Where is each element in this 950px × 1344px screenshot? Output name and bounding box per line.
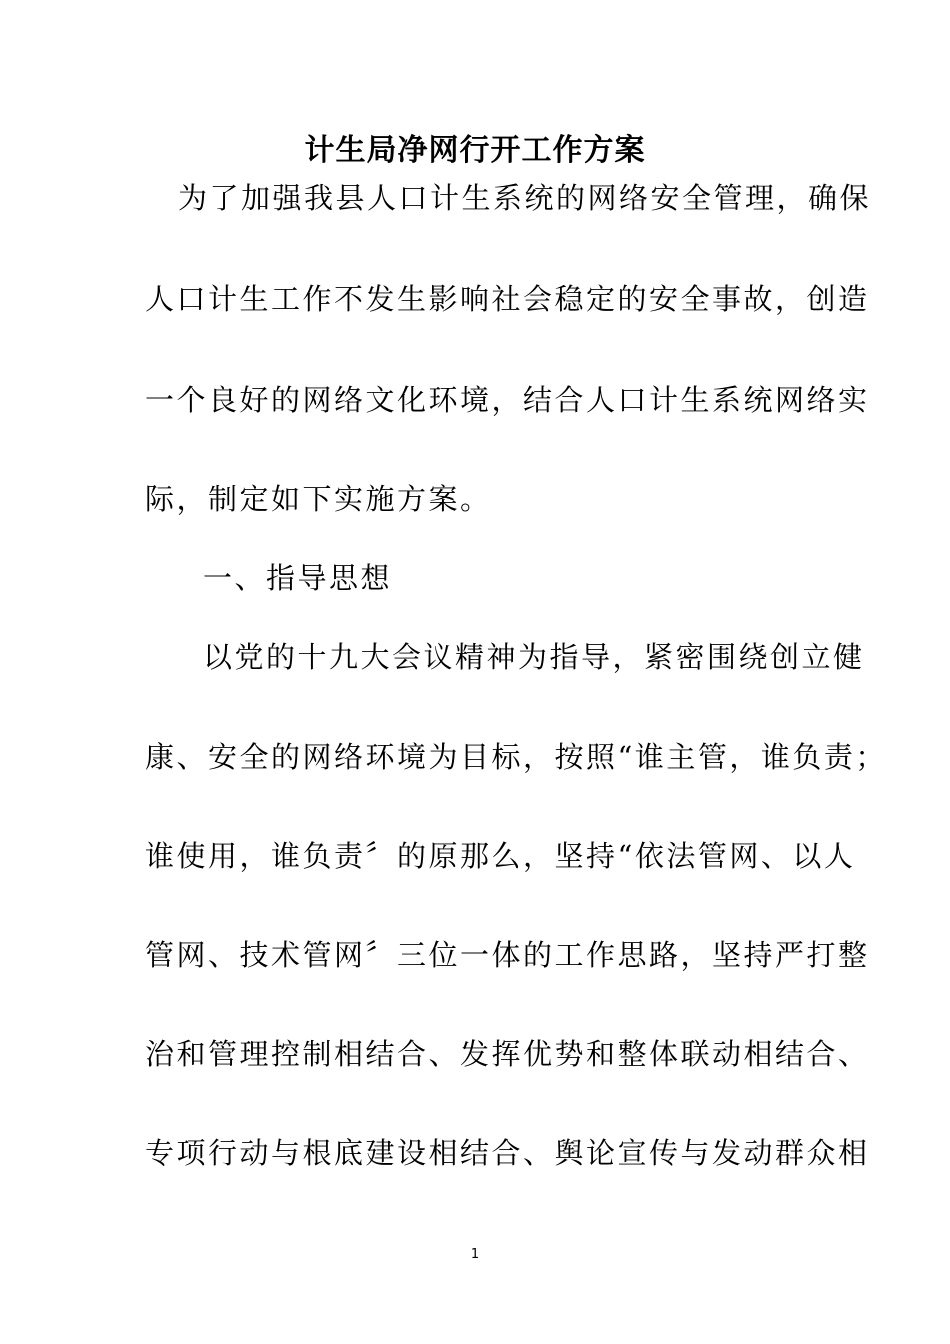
- paragraph-line: 以党的十九大会议精神为指导，紧密围绕创立健: [203, 640, 865, 674]
- document-title: 计生局净网行开工作方案: [304, 133, 646, 168]
- paragraph-line: 谁使用，谁负责〞的原那么，坚持“依法管网、以人: [145, 839, 856, 873]
- paragraph-line: 人口计生工作不发生影响社会稳定的安全事故，创造: [145, 282, 870, 316]
- paragraph-line: 管网、技术管网〞三位一体的工作思路，坚持严打整: [145, 938, 870, 972]
- paragraph-line: 治和管理控制相结合、发挥优势和整体联动相结合、: [145, 1037, 870, 1071]
- paragraph-line: 康、安全的网络环境为目标，按照“谁主管，谁负责；: [145, 740, 887, 774]
- paragraph-line: 专项行动与根底建设相结合、舆论宣传与发动群众相: [145, 1136, 870, 1170]
- paragraph-line: 一个良好的网络文化环境，结合人口计生系统网络实: [145, 383, 870, 417]
- paragraph-line: 际，制定如下实施方案。: [145, 482, 492, 516]
- page-number: 1: [470, 1247, 480, 1262]
- section-heading: 一、指导思想: [203, 561, 393, 595]
- paragraph-line: 为了加强我县人口计生系统的网络安全管理，确保: [178, 181, 872, 215]
